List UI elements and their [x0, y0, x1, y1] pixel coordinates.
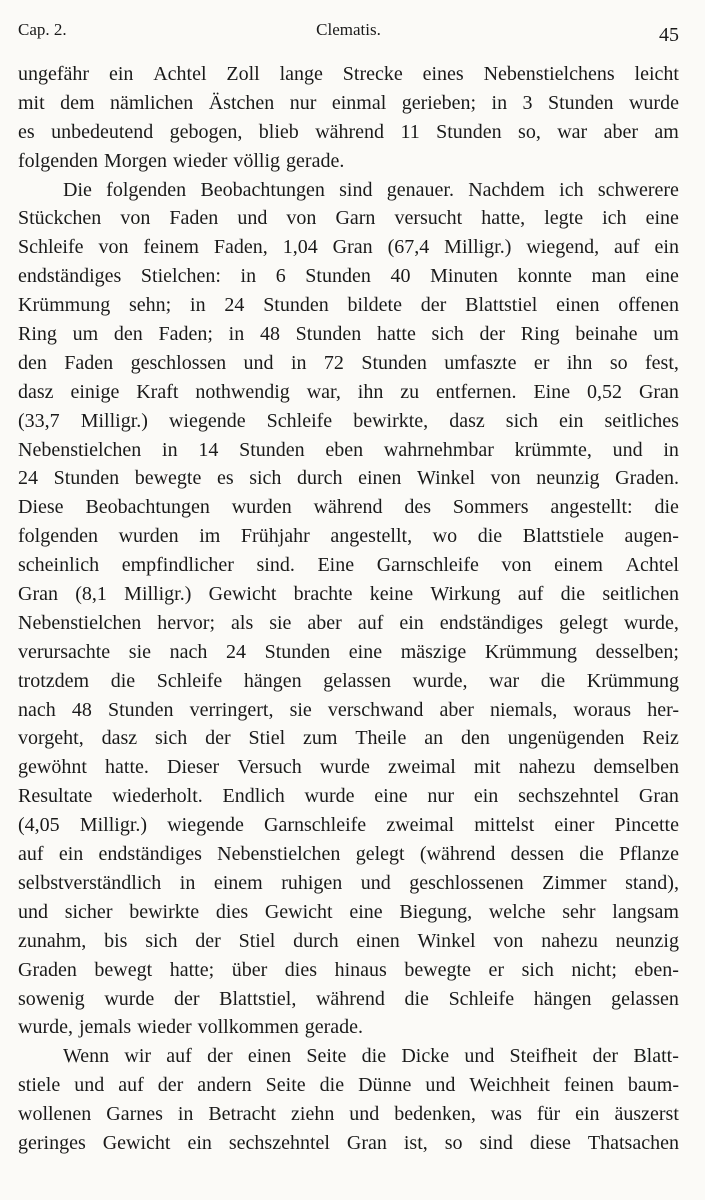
- text-line: Nebenstielchen hervor; als sie aber auf ein endständiges gelegt wurde,: [18, 611, 679, 634]
- text-line: zunahm, bis sich der Stiel durch einen Winkel von nahezu neunzig: [18, 929, 679, 952]
- text-line: den Faden geschlossen und in 72 Stunden umfaszte er ihn so fest,: [18, 351, 679, 374]
- text-line: geringes Gewicht ein sechszehntel Gran ist, so sind diese Thatsachen: [18, 1131, 679, 1154]
- text-line: folgenden wurden im Frühjahr angestellt, wo die Blattstiele augen-: [18, 525, 679, 548]
- running-title: Clematis.: [316, 20, 381, 39]
- text-line: trotzdem die Schleife hängen gelassen wurde, war die Krümmung: [18, 669, 679, 692]
- text-line: verursachte sie nach 24 Stunden eine mäszige Krümmung desselben;: [18, 640, 679, 663]
- text-line: Schleife von feinem Faden, 1,04 Gran (67,4 Milligr.) wiegend, auf ein: [18, 236, 679, 259]
- text-line: (4,05 Milligr.) wiegende Garnschleife zweimal mittelst einer Pincette: [18, 814, 679, 837]
- text-line: scheinlich empfindlicher sind. Eine Garnschleife von einem Achtel: [18, 554, 679, 577]
- text-line: Gran (8,1 Milligr.) Gewicht brachte keine Wirkung auf die seitlichen: [18, 583, 679, 606]
- text-line: vorgeht, dasz sich der Stiel zum Theile an den ungenügenden Reiz: [18, 727, 679, 750]
- text-line: es unbedeutend gebogen, blieb während 11 Stunden so, war aber am: [18, 120, 679, 143]
- text-line: und sicher bewirkte dies Gewicht eine Biegung, welche sehr langsam: [18, 900, 679, 923]
- text-line: sowenig wurde der Blattstiel, während die Schleife hängen gelassen: [18, 987, 679, 1010]
- page-number: 45: [659, 24, 679, 46]
- text-line: Krümmung sehn; in 24 Stunden bildete der Blattstiel einen offenen: [18, 294, 679, 317]
- chapter-label: Cap. 2.: [18, 20, 67, 39]
- text-line: wurde, jemals wieder vollkommen gerade.: [18, 1016, 364, 1039]
- text-line: stiele und auf der andern Seite die Dünne und Weichheit feinen baum-: [18, 1074, 679, 1097]
- text-line: Diese Beobachtungen wurden während des Sommers angestellt: die: [18, 496, 679, 519]
- text-line: dasz einige Kraft nothwendig war, ihn zu entfernen. Eine 0,52 Gran: [18, 380, 679, 403]
- text-line: wollenen Garnes in Betracht ziehn und bedenken, was für ein äuszerst: [18, 1103, 679, 1126]
- text-line: Die folgenden Beobachtungen sind genauer. Nachdem ich schwerere: [63, 178, 679, 201]
- running-header: [18, 18, 679, 48]
- text-line: auf ein endständiges Nebenstielchen gelegt (während dessen die Pflanze: [18, 843, 679, 866]
- text-line: (33,7 Milligr.) wiegende Schleife bewirkte, dasz sich ein seitliches: [18, 409, 679, 432]
- text-line: Stückchen von Faden und von Garn versucht hatte, legte ich eine: [18, 207, 679, 230]
- text-line: Nebenstielchen in 14 Stunden eben wahrnehmbar krümmte, und in: [18, 438, 679, 461]
- text-line: Graden bewegt hatte; über dies hinaus bewegte er sich nicht; eben-: [18, 958, 679, 981]
- text-line: endständiges Stielchen: in 6 Stunden 40 Minuten konnte man eine: [18, 265, 679, 288]
- text-line: ungefähr ein Achtel Zoll lange Strecke eines Nebenstielchens leicht: [18, 63, 679, 85]
- text-line: Wenn wir auf der einen Seite die Dicke und Steifheit der Blatt-: [63, 1045, 679, 1068]
- text-line: folgenden Morgen wieder völlig gerade.: [18, 149, 345, 172]
- body-text: [18, 63, 679, 1161]
- text-line: 24 Stunden bewegte es sich durch einen Winkel von neunzig Graden.: [18, 467, 679, 490]
- text-line: Resultate wiederholt. Endlich wurde eine nur ein sechszehntel Gran: [18, 785, 679, 808]
- text-line: selbstverständlich in einem ruhigen und geschlossenen Zimmer stand),: [18, 871, 679, 894]
- text-line: nach 48 Stunden verringert, sie verschwand aber niemals, woraus her-: [18, 698, 679, 721]
- text-line: gewöhnt hatte. Dieser Versuch wurde zweimal mit nahezu demselben: [18, 756, 679, 779]
- text-line: mit dem nämlichen Ästchen nur einmal gerieben; in 3 Stunden wurde: [18, 91, 679, 114]
- text-line: Ring um den Faden; in 48 Stunden hatte sich der Ring beinahe um: [18, 323, 679, 346]
